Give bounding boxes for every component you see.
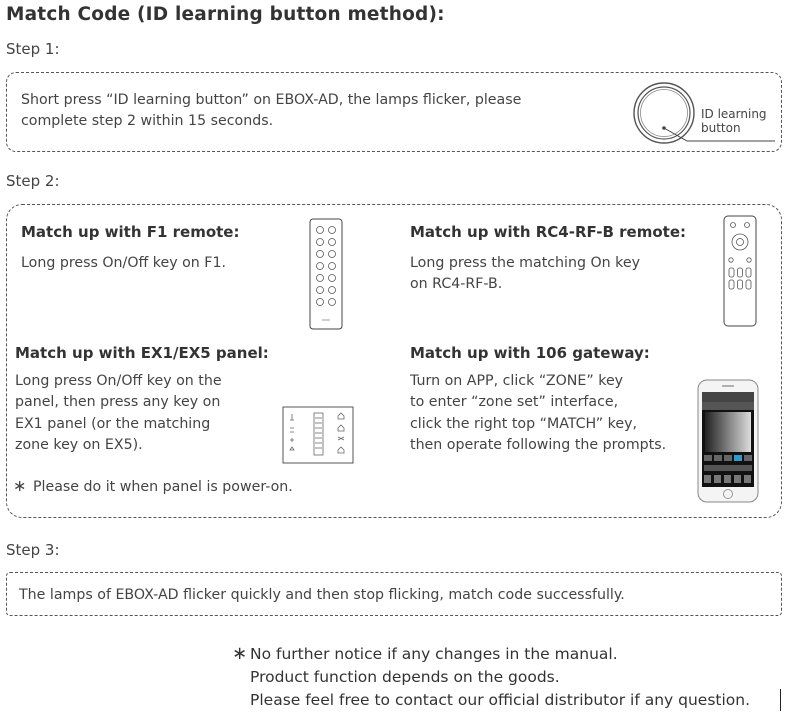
rc4-heading: Match up with RC4-RF-B remote: (410, 223, 687, 241)
f1-line-1: Long press On/Off key on F1. (21, 255, 227, 271)
page-title: Match Code (ID learning button method): (6, 4, 445, 25)
gateway-heading: Match up with 106 gateway: (410, 344, 650, 362)
ex-line-1: Long press On/Off key on the (15, 373, 222, 389)
rc4-line-2: on RC4-RF-B. (410, 276, 503, 292)
footer-line-1: No further notice if any changes in the manual. (250, 645, 618, 663)
gateway-line-2: to enter “zone set” interface, (410, 394, 619, 410)
step-3-label: Step 3: (6, 541, 60, 559)
footer-note-symbol: ∗ (232, 643, 248, 664)
step-1-label: Step 1: (6, 40, 60, 58)
step-3-line-1: The lamps of EBOX-AD flicker quickly and then stop flicking, match code successfully. (19, 587, 625, 603)
f1-remote-icon (309, 218, 343, 330)
ex-panel-icon (282, 406, 354, 464)
rc4-line-1: Long press the matching On key (410, 255, 641, 271)
step-2-label: Step 2: (6, 172, 60, 190)
panel-note: Please do it when panel is power-on. (33, 479, 293, 495)
footer-line-3: Please feel free to contact our official distributor if any question. (250, 691, 751, 709)
id-learning-caption-line-2: button (701, 121, 741, 135)
footer-line-2: Product function depends on the goods. (250, 668, 560, 686)
step-1-line-2: complete step 2 within 15 seconds. (21, 113, 274, 129)
id-learning-button-caption (701, 107, 767, 135)
panel-note-symbol: ∗ (13, 476, 27, 495)
rc4-remote-icon (723, 215, 757, 327)
step-3-box (6, 572, 782, 616)
id-learning-caption-line-1: ID learning (701, 107, 767, 121)
ex-heading: Match up with EX1/EX5 panel: (15, 344, 269, 362)
step-2-box (6, 204, 782, 518)
ex-line-2: panel, then press any key on (15, 394, 221, 410)
f1-heading: Match up with F1 remote: (21, 223, 240, 241)
ex-line-3: EX1 panel (or the matching (15, 416, 211, 432)
step-1-line-1: Short press “ID learning button” on EBOX-AD, the lamps flicker, please (21, 92, 522, 108)
step-1-box (6, 72, 782, 152)
gateway-line-3: click the right top “MATCH” key, (410, 416, 637, 432)
text-cursor (780, 689, 781, 711)
smartphone-app-icon (697, 379, 759, 503)
gateway-line-4: then operate following the prompts. (410, 437, 667, 453)
gateway-line-1: Turn on APP, click “ZONE” key (410, 373, 624, 389)
ex-line-4: zone key on EX5). (15, 437, 143, 453)
footer-notes (250, 643, 750, 712)
